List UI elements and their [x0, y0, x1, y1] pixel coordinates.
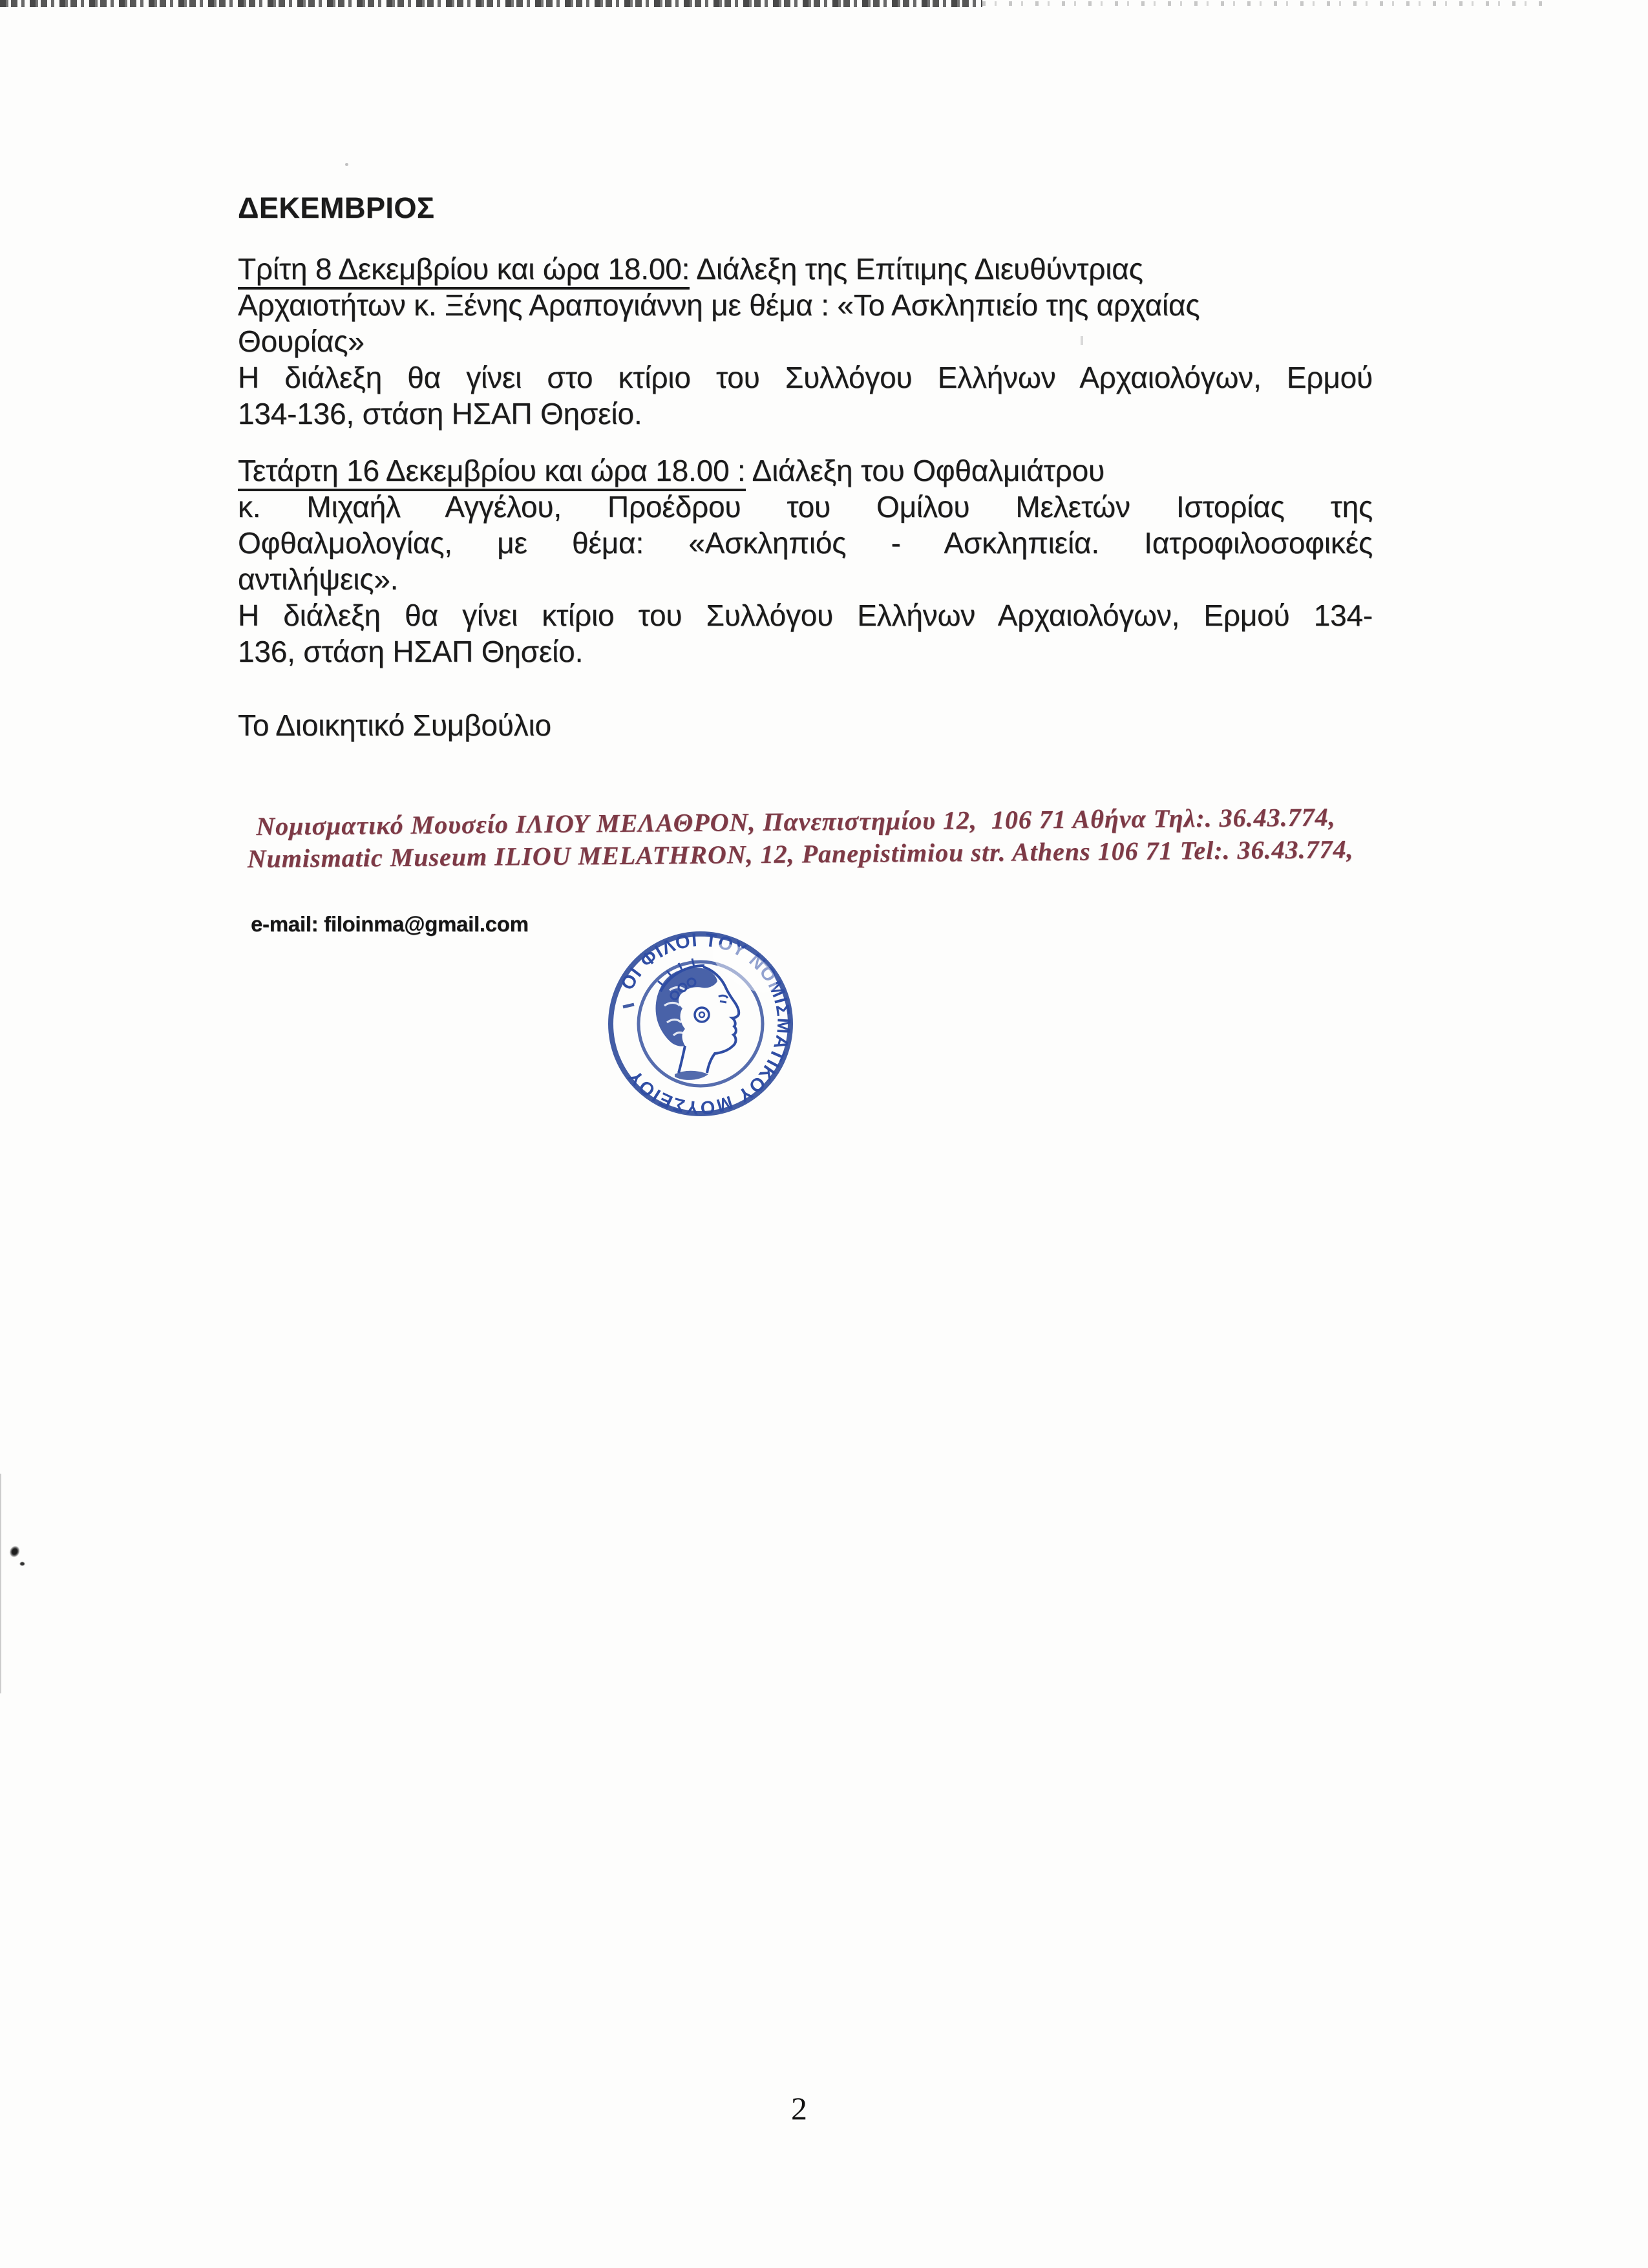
scan-artifact-top-band: [0, 0, 982, 7]
stamp-ring-text: ΟΙ ΦΙΛΟΙ ΤΟΥ ΝΟΜΙΣΜΑΤΙΚΟΥ ΜΟΥΣΕΙΟΥ: [617, 929, 794, 1118]
email-line: e-mail: filoinma@gmail.com: [251, 912, 529, 936]
text-line: Οφθαλμολογίας, με θέμα: «Ασκληπιός - Ασκληπιεία. Ιατροφιλοσοφικές: [238, 526, 1373, 560]
text-line: Η διάλεξη θα γίνει κτίριο του Συλλόγου Ελλήνων Αρχαιολόγων, Ερμού 134-: [238, 599, 1373, 632]
text-line: 134-136, στάση ΗΣΑΠ Θησείο.: [238, 397, 642, 430]
stamp-graphic: [605, 928, 796, 1119]
page-number: 2: [791, 2090, 807, 2126]
event-2-paragraph: [238, 452, 1373, 670]
museum-address-block: [247, 800, 1411, 875]
event-2-title: Διάλεξη του Οφθαλμιάτρου: [745, 454, 1104, 487]
event-1-date-underlined: Τρίτη 8 Δεκεμβρίου και ώρα 18.00:: [238, 252, 690, 290]
paper-speck: [345, 163, 348, 166]
scan-artifact-left-edge: [0, 1474, 1, 1693]
portrait-brow: [719, 995, 728, 998]
text-line: Θουρίας»: [238, 324, 364, 358]
text-line: [238, 452, 1373, 489]
text-line: Αρχαιοτήτων κ. Ξένης Αραπογιάννη με θέμα : «Το Ασκληπιείο της αρχαίας: [238, 288, 1200, 322]
museum-friends-stamp: [605, 928, 796, 1119]
text-line: Η διάλεξη θα γίνει στο κτίριο του Συλλόγου Ελλήνων Αρχαιολόγων, Ερμού: [238, 361, 1373, 394]
portrait-ear-curl: [695, 1008, 709, 1022]
text-line: [238, 251, 1373, 287]
stamp-coin-portrait: [656, 959, 739, 1080]
portrait-eye: [720, 1001, 726, 1002]
signoff-board: Το Διοικητικό Συμβούλιο: [238, 708, 551, 742]
portrait-neck-back: [679, 1046, 685, 1073]
stamp-ring-separator-dash: [623, 1004, 634, 1007]
address-line-greek: Νομισματικό Μουσείο ΙΛΙΟΥ ΜΕΛΑΘΡΟΝ, Πανεπιστημίου 12, 106 71 Αθήνα Τηλ:. 36.43.774,: [256, 802, 1336, 841]
text-line: 136, στάση ΗΣΑΠ Θησείο.: [238, 635, 584, 668]
ink-dot: [19, 1562, 25, 1566]
scan-artifact-top-specks: [982, 1, 1551, 6]
month-heading: ΔΕΚΕΜΒΡΙΟΣ: [238, 191, 435, 224]
event-1-title: Διάλεξη της Επίτιμης Διευθύντριας: [690, 252, 1143, 286]
event-1-paragraph: [238, 251, 1373, 432]
event-2-date-underlined: Τετάρτη 16 Δεκεμβρίου και ώρα 18.00 :: [238, 454, 746, 491]
address-line-english: Numismatic Museum ILIOU MELATHRON, 12, Panepistimiou str. Athens 106 71 Tel:. 36.43.774,: [247, 834, 1354, 873]
text-line: αντιλήψεις».: [238, 562, 399, 596]
text-line: κ. Μιχαήλ Αγγέλου, Προέδρου του Ομίλου Μελετών Ιστορίας της: [238, 490, 1373, 524]
